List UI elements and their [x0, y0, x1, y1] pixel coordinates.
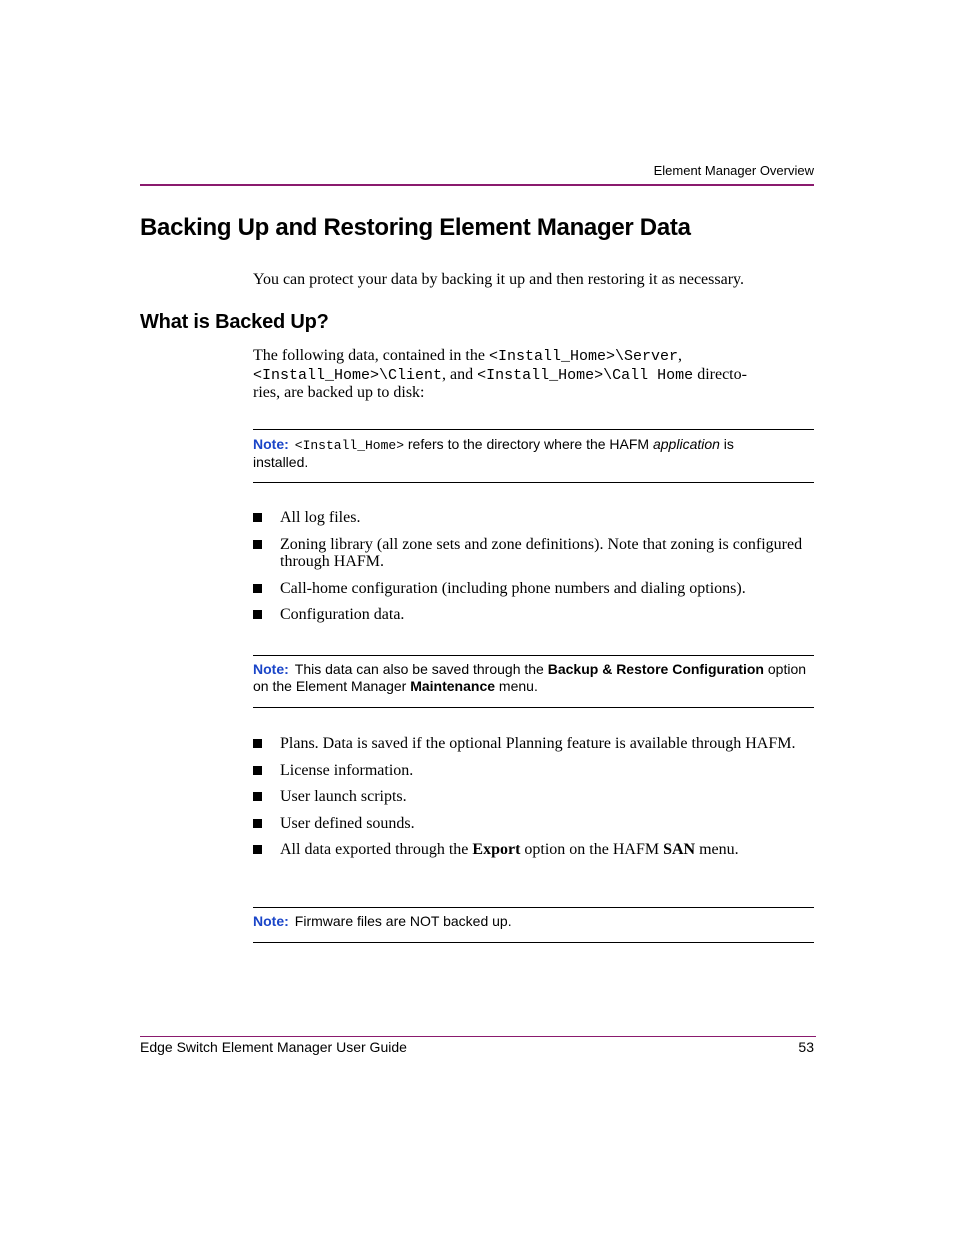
note2-text-2: option — [763, 661, 807, 677]
note-label: Note: — [253, 913, 289, 929]
server-path: <Install_Home>\Server — [488, 348, 678, 365]
note-label: Note: — [253, 436, 289, 452]
note-install-home — [253, 429, 814, 483]
bullet-square-icon — [253, 845, 262, 854]
install-home-code: <Install_Home> — [294, 438, 404, 453]
bullet-square-icon — [253, 540, 262, 549]
para-text-3: , and — [442, 365, 478, 383]
note2-text-4: menu. — [495, 678, 538, 694]
section-intro: You can protect your data by backing it up and then restoring it as necessary. — [253, 271, 744, 288]
subsection-title: What is Backed Up? — [140, 311, 329, 333]
header-rule — [140, 184, 814, 186]
list-item: Zoning library (all zone sets and zone definitions). Note that zoning is configured through HAFM. — [253, 536, 814, 571]
backup-restore-option: Backup & Restore Configuration — [547, 661, 764, 677]
note3-text: Firmware files are NOT backed up. — [294, 913, 512, 929]
export-option: Export — [472, 841, 521, 858]
bullet-square-icon — [253, 739, 262, 748]
maintenance-menu: Maintenance — [410, 678, 496, 694]
note-label: Note: — [253, 661, 289, 677]
list-item: User launch scripts. — [253, 788, 814, 806]
note1-emphasis: application — [652, 436, 720, 452]
bullet-square-icon — [253, 513, 262, 522]
san-menu: SAN — [663, 841, 696, 858]
list-item: All log files. — [253, 509, 814, 527]
bullet-square-icon — [253, 584, 262, 593]
page-number: 53 — [798, 1039, 814, 1055]
backup-directories-paragraph — [253, 347, 814, 402]
note-firmware — [253, 907, 814, 943]
list-item: User defined sounds. — [253, 815, 814, 833]
call-home-path: <Install_Home>\Call Home — [477, 366, 694, 384]
list-item: All data exported through the Export option on the HAFM SAN menu. — [253, 841, 814, 859]
note1-text-2: is — [719, 436, 734, 452]
backed-up-list-1 — [253, 509, 814, 633]
note1-text-1: refers to the directory where the HAFM — [404, 436, 653, 452]
footer-guide-title: Edge Switch Element Manager User Guide — [140, 1039, 407, 1055]
running-header: Element Manager Overview — [653, 163, 814, 178]
list-item: Configuration data. — [253, 606, 814, 624]
list-item: Plans. Data is saved if the optional Planning feature is available through HAFM. — [253, 735, 814, 753]
note-backup-restore — [253, 655, 814, 708]
backed-up-list-2 — [253, 735, 814, 868]
section-title: Backing Up and Restoring Element Manager Data — [140, 214, 691, 241]
note2-text-1: This data can also be saved through the — [294, 661, 548, 677]
bullet-square-icon — [253, 766, 262, 775]
para-text-5: ries, are backed up to disk: — [253, 384, 425, 401]
note1-text-3: installed. — [253, 454, 309, 470]
note2-text-3: on the Element Manager — [253, 678, 411, 694]
bullet-square-icon — [253, 819, 262, 828]
bullet-square-icon — [253, 610, 262, 619]
para-text-4: directo- — [693, 365, 747, 383]
client-path: <Install_Home>\Client — [253, 366, 443, 384]
para-text-2: , — [677, 347, 682, 364]
para-text-1: The following data, contained in the — [253, 347, 489, 364]
list-item: Call-home configuration (including phone numbers and dialing options). — [253, 580, 814, 598]
footer-rule — [140, 1036, 816, 1037]
bullet-square-icon — [253, 792, 262, 801]
list-item: License information. — [253, 762, 814, 780]
